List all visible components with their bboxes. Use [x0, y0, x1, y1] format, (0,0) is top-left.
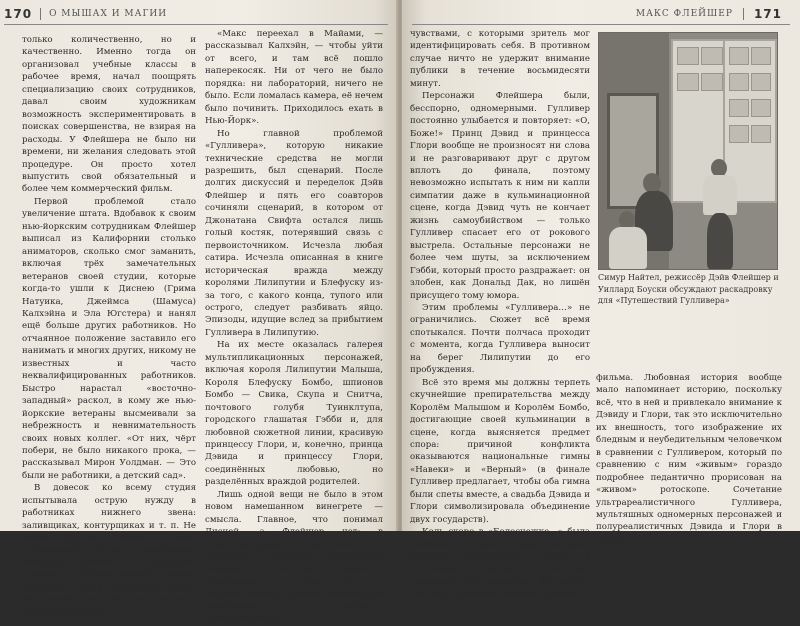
paragraph: В довесок ко всему студия испытывала острую нужду в работниках нижнего звена: заливщиках, контурщиках и т. п. Не найдя другого выхода, студия организовала курсы и пригласила жителей Майами, в частности студентов Художественной школы, обучиться новой профессии. Стоит ли говорить, что результат оказался очень неспешным.	[22, 483, 196, 618]
right-running-title: МАКС ФЛЕЙШЕР	[635, 9, 733, 19]
head-separator	[743, 8, 744, 20]
header-rule	[4, 24, 388, 25]
storyboard-sketch	[729, 73, 749, 91]
right-running-head	[636, 6, 782, 22]
header-rule	[412, 24, 790, 25]
paragraph: только количественно, но и качественно. Именно тогда он организовал учебные классы в рабочее время, начал поощрять специализацию своих сотрудников, давал своим художникам возможность экспериментировать в поисках совершенства, не взирая на расходы. У Флейшера не было ни времени, ни желания следовать этой процедуре. Он просто хотел выпустить свой обязательный и более чем коммерческий фильм.	[22, 35, 196, 195]
person-head	[643, 173, 661, 193]
storyboard-sketch	[751, 47, 771, 65]
storyboard-sketch	[751, 73, 771, 91]
right-column-1	[410, 28, 590, 600]
storyboard-sketch	[677, 73, 699, 91]
paragraph: Но главной проблемой «Гулливера», которую никакие технические средства не могли разрешить, был сценарий. После долгих дискуссий и переделок Дэйв Флейшер и пять его соавторов сочиняли сценарий, в котором от Джонатана Свифта остался лишь голый костяк, потерявший связь с первоисточником. Исчезла любая сатира. Исчезла описанная в книге историческая вражда между королями Лилипутии и Блефуску из-за того, с какого конца, тупого или острого, следует разбивать яйцо. Эпизоды, идущие вслед за прибытием Гулливера в Лилипутию.	[205, 128, 383, 338]
left-page-number: 170	[4, 7, 33, 21]
right-page	[402, 0, 800, 600]
person-figure	[703, 175, 737, 215]
paragraph: Лишь одной вещи не было в этом новом намешанном винегрете — смысла. Главное, что понимал Дисней, а Флейшер нет: в короткометражке зрителям не требуется серьёзной разработки образов, достаточно придумать персонажа и гэги. Но в полнометражном фильме необходимо представить личность, завладевающую	[205, 489, 383, 625]
left-running-head	[4, 6, 167, 22]
paragraph: Персонажи Флейшера были, бесспорно, одномерными. Гулливер постоянно улыбается и повторяет: «О, Боже!» Принц Дэвид и принцесса Глори вообще не произносят ни слова и не разговаривают друг с другом вплоть до финала, поэтому невозможно испытать к ним ни капли симпатии даже в кульминационной сцене, когда Дэвид чуть не кончает жизнь самоубийством — только Гулливер спасает его от рокового выстрела. Остальные персонажи не более чем шуты, за исключением Гэбби, который просто раздражает: он злобен, как Дональд Дак, но лишён присущего тому юмора.	[410, 91, 590, 301]
left-running-title: О МЫШАХ И МАГИИ	[49, 9, 168, 19]
person-figure	[609, 227, 647, 269]
person-figure	[707, 213, 733, 269]
paragraph: фильма. Любовная история вообще мало напоминает историю, поскольку всё, что в ней и привлекало внимание к Дэвиду и Глори, так это исключительно их внешность, того изображение их бледным и неубедительным человечком в сравнении с Гулливером, который по сравнению с ним «живым» гораздо подробнее педантично прорисован на «живом» ротоскопе. Сочетание ультрареалистичного Гулливера, мультяшных одномерных персонажей и полуреалистичных Дэвида и Глори в совсем	[596, 373, 782, 545]
paragraph: Этим проблемы «Гулливера…» не ограничились. Сюжет всё время спотыкался. Почти полчаса проходит с момента, когда Гулливера выносит на берег Лилипутии до его пробуждения.	[410, 302, 590, 376]
left-column-1	[22, 34, 196, 618]
paragraph: Коль скоро в «Белоснежке…» была любовная история и много музыки, казалось обязательно, чтобы и «Гулливер…» должен обязательно содержать эти элементы, но они не являлись причиной полного провала	[410, 527, 590, 600]
paragraph: «Макс переехал в Майами, — рассказывал Калхэйн, — чтобы уйти от всего, и там всё пошло наперекосяк. Ни от чего не было порядка: ни лабораторий, ничего не было. Если ломалась камера, её нечем было починить. Приходилось ехать в Нью-Йорк».	[205, 29, 383, 127]
right-column-2	[596, 372, 782, 545]
paragraph: Первой проблемой стало увеличение штата. Вдобавок к своим нью-йоркским сотрудникам Флейшер выписал из Калифорнии столько аниматоров, сколько смог заманить, включая трёх замечательных ветеранов своей студии, которые когда-то ушли к Диснею (Грима Натуика, Джеймса (Шамуса) Калхэйна и Эла Югстера) и нанял ещё больше других работников. Но отчаянное положение заставило его нанимать и многих других, никому не известных и часто неквалифицированных работников. Быстро нарастал «восточно-западный» раскол, в кому же нью-йоркские ветераны высмеивали за небрежность и невнимательность своих новых коллег. «От них, чёрт побери, не было никакого прока, — рассказывал Мирон Уолдман. — Это были не работники, а детский сад».	[22, 196, 196, 481]
photo-caption: Симур Найтел, режиссёр Дэйв Флейшер и Уиллард Боуски обсуждают раскадровку для «Путешествий Гулливера»	[598, 273, 779, 305]
storyboard-photo	[598, 32, 778, 270]
head-separator	[40, 8, 41, 20]
storyboard-sketch	[701, 47, 723, 65]
right-page-number: 171	[753, 7, 782, 21]
storyboard-sketch	[751, 125, 771, 143]
left-page	[0, 0, 398, 625]
storyboard-sketch	[729, 47, 749, 65]
storyboard-sketch	[751, 99, 771, 117]
storyboard-sketch	[677, 47, 699, 65]
paragraph: чувствами, с которыми зритель мог идентифицировать себя. В противном случае ничто не удержит внимание публики в течение восьмидесяти минут.	[410, 29, 590, 89]
storyboard-sketch	[729, 125, 749, 143]
left-column-2	[205, 28, 383, 625]
paragraph: Всё это время мы должны терпеть скучнейшие препирательства между Королём Малышом и Королём Бомбо, достигающие своей кульминации в сцене, когда выясняется предмет спора: причиной конфликта оказываются национальные гимны «Навеки» и «Верный» (в финале Гулливер предлагает, чтобы оба гимна были спеты вместе, а свадьба Дэвида и Глори символизировала объединение двух государств).	[410, 377, 590, 525]
storyboard-sketch	[729, 99, 749, 117]
storyboard-sketch	[701, 73, 723, 91]
paragraph: На их месте оказалась галерея мультипликационных персонажей, включая короля Лилипутии Малыша, Короля Блефуску Бомбо, шпионов Бомбо — Свика, Скупа и Снитча, почтового голубя Туинклтупа, городского глашатая Гэбби и, для любовной сюжетной линии, красивую принцессу Глори, и, конечно, принца Дэвида и принцессу Глори, соединённых любовью, но разделённых враждой родителей.	[205, 340, 383, 488]
